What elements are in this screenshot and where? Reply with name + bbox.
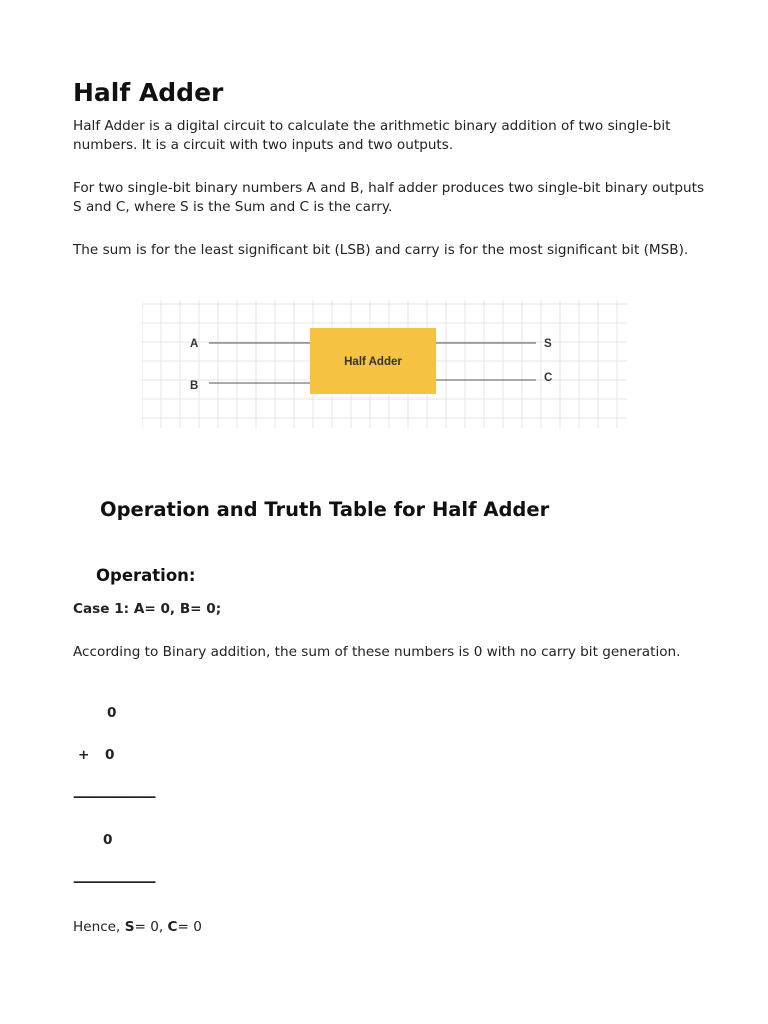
c-value: = 0 [177, 919, 202, 935]
input-b-label: B [190, 380, 199, 392]
hence-line [73, 918, 713, 937]
s-label: S [124, 919, 135, 935]
input-a-label: A [190, 338, 199, 350]
operand-top: 0 [107, 705, 117, 721]
case1-heading: Case 1: A= 0, B= 0; [73, 601, 222, 617]
sum-rule-top: ——————— [73, 789, 155, 805]
subsection-heading: Operation: [96, 566, 196, 585]
sum-rule-bottom: ——————— [73, 874, 155, 890]
sum-result: 0 [103, 832, 113, 848]
case1-description: According to Binary addition, the sum of these numbers is 0 with no carry bit generation. [73, 644, 681, 660]
block-label: Half Adder [344, 356, 402, 368]
paragraph-lsb-msb: The sum is for the least significant bit (LSB) and carry is for the most significant bit (MSB). [73, 242, 689, 258]
operand-bottom: 0 [105, 747, 115, 763]
c-label: C [167, 919, 178, 935]
plus-sign: + [78, 747, 90, 763]
s-value: = 0, [134, 919, 164, 935]
hence-prefix: Hence, [73, 919, 125, 935]
page-title: Half Adder [73, 78, 224, 107]
half-adder-diagram [142, 300, 627, 428]
paragraph-intro: Half Adder is a digital circuit to calculate the arithmetic binary addition of two single-bit numbers. It is a circuit with two inputs and two outputs. [73, 118, 671, 153]
paragraph-inputs-outputs: For two single-bit binary numbers A and B, half adder produces two single-bit binary outputs S and C, where S is the Sum and C is the carry. [73, 180, 705, 215]
output-c-label: C [544, 372, 553, 384]
section-heading: Operation and Truth Table for Half Adder [100, 498, 550, 521]
output-s-label: S [544, 338, 552, 350]
